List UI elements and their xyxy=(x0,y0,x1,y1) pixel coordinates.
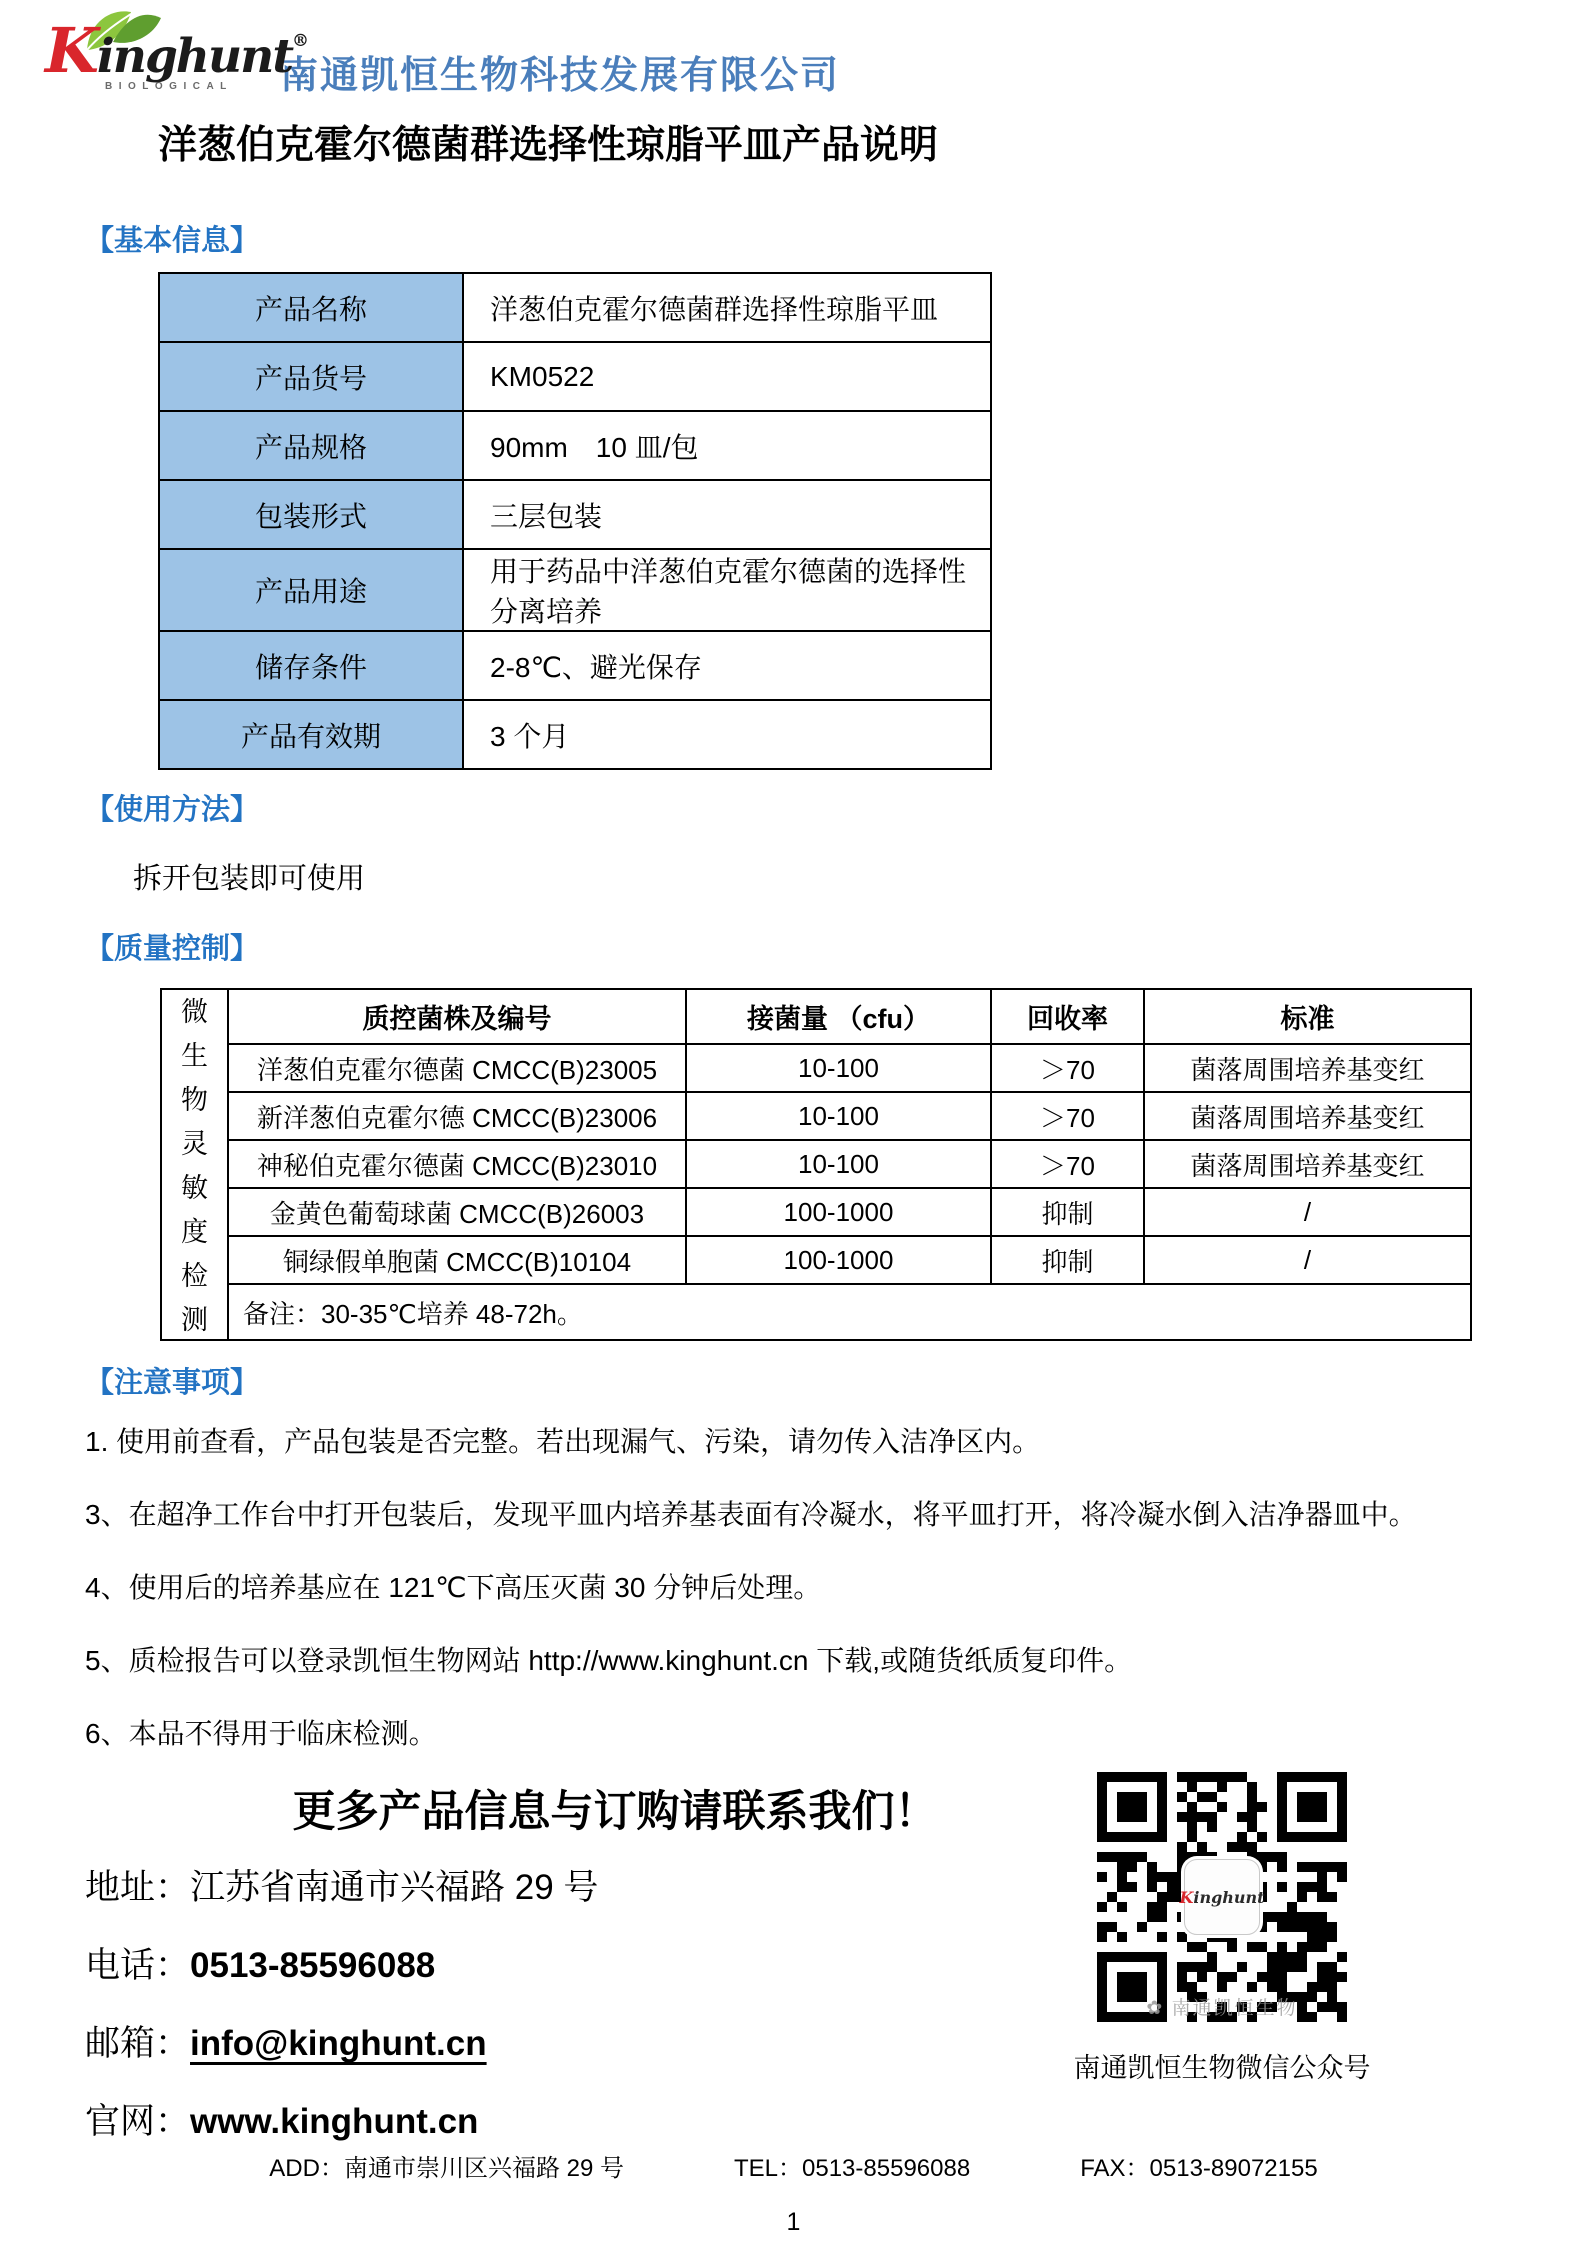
email-link[interactable]: info@kinghunt.cn xyxy=(190,2024,487,2064)
qc-cfu-cell: 100-1000 xyxy=(686,1188,991,1236)
spec-value-cell: 90mm 10 皿/包 xyxy=(463,411,991,480)
qc-standard-cell: 菌落周围培养基变红 xyxy=(1144,1044,1471,1092)
qc-recovery-cell: ＞70 xyxy=(991,1044,1144,1092)
sidebar-char: 生 xyxy=(181,1041,208,1072)
qc-recovery-cell: ＞70 xyxy=(991,1140,1144,1188)
table-row xyxy=(159,631,991,700)
qc-cfu-cell: 10-100 xyxy=(686,1092,991,1140)
spec-value-cell: 三层包装 xyxy=(463,480,991,549)
spec-label-cell: 包装形式 xyxy=(159,480,463,549)
usage-instruction: 拆开包装即可使用 xyxy=(133,862,366,895)
qr-center-logo-label: Kinghunt xyxy=(1179,1887,1265,1907)
qr-watermark: ✿ 南通凯恒生物 xyxy=(1146,1998,1298,2019)
logo-tagline: BIOLOGICAL xyxy=(105,81,233,92)
spec-label-cell: 产品规格 xyxy=(159,411,463,480)
notice-item: 5、质检报告可以登录凯恒生物网站 http://www.kinghunt.cn 下载,或随货纸质复印件。 xyxy=(85,1645,1133,1677)
section-heading-notice: 【注意事项】 xyxy=(85,1367,260,1400)
kinghunt-logo xyxy=(45,14,308,92)
basic-info-table xyxy=(158,272,992,770)
spec-value-cell: 3 个月 xyxy=(463,700,991,769)
qc-note-row xyxy=(161,1284,1471,1340)
qc-cfu-cell: 10-100 xyxy=(686,1044,991,1092)
qc-cfu-cell: 10-100 xyxy=(686,1140,991,1188)
qc-sidebar-cell xyxy=(161,989,228,1340)
spec-label-cell: 产品货号 xyxy=(159,342,463,411)
qr-caption: 南通凯恒生物微信公众号 xyxy=(1073,2053,1371,2083)
table-row xyxy=(159,480,991,549)
footer-tel: TEL：0513-85596088 xyxy=(734,2155,971,2182)
spec-value-cell: KM0522 xyxy=(463,342,991,411)
table-row xyxy=(159,700,991,769)
phone-label: 电话： xyxy=(85,1946,191,1986)
qc-strain-cell: 神秘伯克霍尔德菌 CMCC(B)23010 xyxy=(228,1140,686,1188)
qc-strain-cell: 金黄色葡萄球菌 CMCC(B)26003 xyxy=(228,1188,686,1236)
qc-standard-cell: 菌落周围培养基变红 xyxy=(1144,1092,1471,1140)
wechat-qr-block xyxy=(1072,1772,1372,2085)
table-row xyxy=(159,273,991,342)
registered-mark-icon: ® xyxy=(292,31,308,51)
logo-name: Kinghunt xyxy=(45,14,293,87)
qc-row xyxy=(161,1188,1471,1236)
qc-col-header-recovery: 回收率 xyxy=(991,989,1144,1044)
sidebar-char: 微 xyxy=(181,997,208,1028)
table-row xyxy=(159,342,991,411)
logo-wordmark xyxy=(45,14,308,87)
qc-col-header-standard: 标准 xyxy=(1144,989,1471,1044)
page-title: 洋葱伯克霍尔德菌群选择性琼脂平皿产品说明 xyxy=(157,124,938,167)
qc-col-header-strain: 质控菌株及编号 xyxy=(228,989,686,1044)
qc-row xyxy=(161,1236,1471,1284)
qc-strain-cell: 洋葱伯克霍尔德菌 CMCC(B)23005 xyxy=(228,1044,686,1092)
spec-label-cell: 产品用途 xyxy=(159,549,463,631)
company-name: 南通凯恒生物科技发展有限公司 xyxy=(279,55,840,97)
qc-remark: 备注：30-35℃培养 48-72h。 xyxy=(228,1284,1471,1340)
qc-row xyxy=(161,1044,1471,1092)
website-label: 官网： xyxy=(85,2102,191,2142)
footer-fax: FAX：0513-89072155 xyxy=(1080,2155,1318,2182)
sidebar-char: 检 xyxy=(181,1261,208,1292)
website-line xyxy=(85,2101,1502,2143)
page-footer xyxy=(0,2148,1587,2183)
section-heading-usage: 【使用方法】 xyxy=(85,794,260,827)
spec-value-cell: 洋葱伯克霍尔德菌群选择性琼脂平皿 xyxy=(463,273,991,342)
sidebar-char: 物 xyxy=(181,1085,208,1116)
qc-recovery-cell: 抑制 xyxy=(991,1236,1144,1284)
phone-value: 0513-85596088 xyxy=(190,1946,436,1986)
qr-center-logo xyxy=(1179,1859,1265,1935)
qc-standard-cell: 菌落周围培养基变红 xyxy=(1144,1140,1471,1188)
table-row xyxy=(159,411,991,480)
qc-cfu-cell: 100-1000 xyxy=(686,1236,991,1284)
qc-strain-cell: 新洋葱伯克霍尔德 CMCC(B)23006 xyxy=(228,1092,686,1140)
notice-list xyxy=(85,1420,1502,1752)
website-value: www.kinghunt.cn xyxy=(190,2102,479,2142)
qc-row xyxy=(161,1092,1471,1140)
qc-standard-cell: / xyxy=(1144,1188,1471,1236)
spec-label-cell: 产品有效期 xyxy=(159,700,463,769)
qc-strain-cell: 铜绿假单胞菌 CMCC(B)10104 xyxy=(228,1236,686,1284)
quality-control-table xyxy=(160,988,1472,1341)
qc-recovery-cell: ＞70 xyxy=(991,1092,1144,1140)
section-heading-basic-info: 【基本信息】 xyxy=(85,225,260,257)
sidebar-char: 度 xyxy=(181,1217,208,1248)
sidebar-char: 测 xyxy=(181,1305,208,1333)
spec-label-cell: 储存条件 xyxy=(159,631,463,700)
page-number: 1 xyxy=(786,2208,801,2236)
sidebar-char: 敏 xyxy=(181,1173,208,1204)
qc-row xyxy=(161,1140,1471,1188)
qc-recovery-cell: 抑制 xyxy=(991,1188,1144,1236)
address-value: 江苏省南通市兴福路 29 号 xyxy=(190,1868,599,1908)
footer-address: ADD：南通市崇川区兴福路 29 号 xyxy=(269,2155,624,2182)
spec-value-cell: 2-8℃、避光保存 xyxy=(463,631,991,700)
spec-value-cell: 用于药品中洋葱伯克霍尔德菌的选择性分离培养 xyxy=(463,549,991,631)
qc-standard-cell: / xyxy=(1144,1236,1471,1284)
table-row xyxy=(159,549,991,631)
notice-item: 4、使用后的培养基应在 121℃下高压灭菌 30 分钟后处理。 xyxy=(85,1572,822,1604)
notice-item: 6、本品不得用于临床检测。 xyxy=(85,1718,437,1750)
notice-item: 1. 使用前查看，产品包装是否完整。若出现漏气、污染，请勿传入洁净区内。 xyxy=(85,1426,1041,1458)
qc-header-row xyxy=(161,989,1471,1044)
qr-code xyxy=(1097,1772,1347,2022)
qc-sidebar-vertical-label xyxy=(162,990,227,1332)
email-label: 邮箱： xyxy=(85,2024,191,2064)
spec-label-cell: 产品名称 xyxy=(159,273,463,342)
sidebar-char: 灵 xyxy=(181,1129,208,1160)
notice-item: 3、在超净工作台中打开包装后，发现平皿内培养基表面有冷凝水，将平皿打开，将冷凝水倒入洁净器皿中。 xyxy=(85,1499,1417,1531)
contact-title: 更多产品信息与订购请联系我们！ xyxy=(292,1789,938,1837)
section-heading-quality: 【质量控制】 xyxy=(85,932,260,965)
page-header xyxy=(45,0,1502,225)
qc-col-header-cfu: 接菌量 （cfu） xyxy=(686,989,991,1044)
address-label: 地址： xyxy=(85,1868,191,1908)
